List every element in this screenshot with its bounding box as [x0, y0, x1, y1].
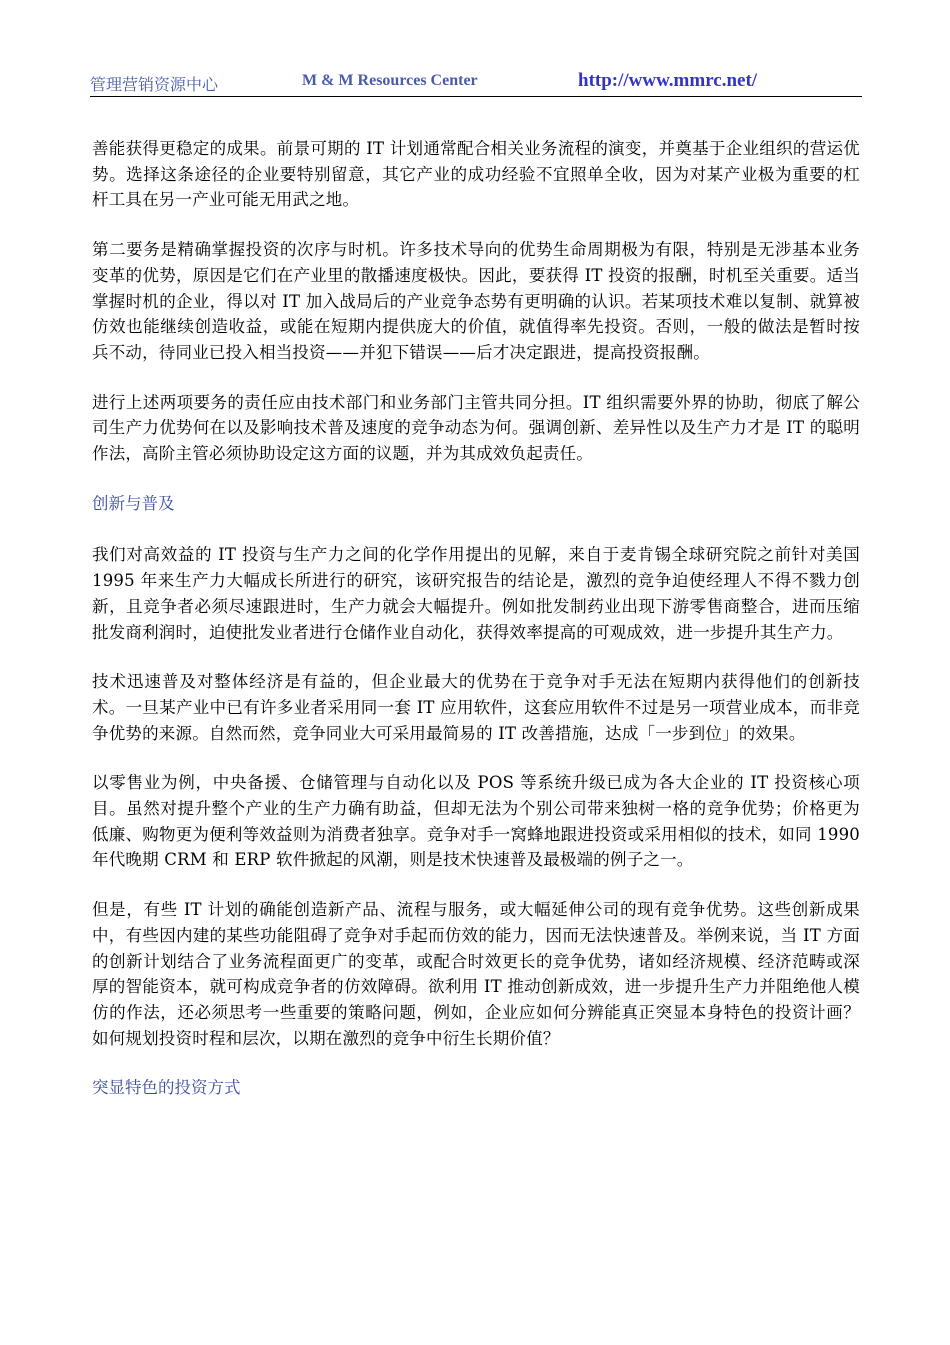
paragraph-7: 但是，有些 IT 计划的确能创造新产品、流程与服务，或大幅延伸公司的现有竞争优势。这些创新成果中，有些因内建的某些功能阻碍了竞争对手起而仿效的能力，因而无法快速普及。举例来说，当 IT 方面的创新计划结合了业务流程面更广的变革，或配合时效更长的竞争优势，诸如经济规模、经济范畴或深厚的智能资本，就可构成竞争者的仿效障碍。欲利用 IT 推动创新成效，进一步提升生产力并阻绝他人模仿的作法，还必须思考一些重要的策略问题，例如，企业应如何分辨能真正突显本身特色的投资计画？如何规划投资时程和层次，以期在激烈的竞争中衍生长期价值？ [92, 900, 860, 1048]
paragraph-3: 进行上述两项要务的责任应由技术部门和业务部门主管共同分担。IT 组织需要外界的协助，彻底了解公司生产力优势何在以及影响技术普及速度的竞争动态为何。强调创新、差异性以及生产力才是 IT 的聪明作法，高阶主管必须协助设定这方面的议题，并为其成效负起责任。 [92, 392, 860, 464]
document-body [92, 136, 860, 1127]
page-header [90, 70, 862, 97]
section-heading-innovation: 创新与普及 [92, 493, 175, 513]
paragraph-1: 善能获得更稳定的成果。前景可期的 IT 计划通常配合相关业务流程的演变，并奠基于企业组织的营运优势。选择这条途径的企业要特别留意，其它产业的成功经验不宜照单全收，因为对某产业极为重要的杠杆工具在另一产业可能无用武之地。 [92, 139, 860, 210]
header-org-cn: 管理营销资源中心 [90, 75, 219, 94]
paragraph-4: 我们对高效益的 IT 投资与生产力之间的化学作用提出的见解，来自于麦肯锡全球研究院之前针对美国 1995 年来生产力大幅成长所进行的研究，该研究报告的结论是，激烈的竞争迫使经理人不得不戮力创新，且竞争者必须尽速跟进时，生产力就会大幅提升。例如批发制药业出现下游零售商整合，进而压缩批发商利润时，迫使批发业者进行仓储作业自动化，获得效率提高的可观成效，进一步提升其生产力。 [92, 545, 860, 642]
paragraph-6: 以零售业为例，中央备援、仓储管理与自动化以及 POS 等系统升级已成为各大企业的 IT 投资核心项目。虽然对提升整个产业的生产力确有助益，但却无法为个别公司带来独树一格的竞争优势；价格更为低廉、购物更为便利等效益则为消费者独享。竞争对手一窝蜂地跟进投资或采用相似的技术，如同 1990 年代晚期 CRM 和 ERP 软件掀起的风潮，则是技术快速普及最极端的例子之一。 [92, 773, 860, 870]
header-org-en: M & M Resources Center [302, 72, 478, 89]
paragraph-2: 第二要务是精确掌握投资的次序与时机。许多技术导向的优势生命周期极为有限，特别是无涉基本业务变革的优势，原因是它们在产业里的散播速度极快。因此，要获得 IT 投资的报酬，时机至关重要。适当掌握时机的企业，得以对 IT 加入战局后的产业竞争态势有更明确的认识。若某项技术难以复制、就算被仿效也能继续创造收益，或能在短期内提供庞大的价值，就值得率先投资。否则，一般的做法是暂时按兵不动，待同业已投入相当投资——并犯下错误——后才决定跟进，提高投资报酬。 [92, 240, 860, 362]
header-url-link[interactable]: http://www.mmrc.net/ [578, 70, 758, 91]
section-heading-investment: 突显特色的投资方式 [92, 1078, 241, 1098]
paragraph-5: 技术迅速普及对整体经济是有益的，但企业最大的优势在于竞争对手无法在短期内获得他们的创新技术。一旦某产业中已有许多业者采用同一套 IT 应用软件，这套应用软件不过是另一项营业成本，而非竞争优势的来源。自然而然，竞争同业大可采用最简易的 IT 改善措施，达成「一步到位」的效果。 [92, 672, 860, 743]
